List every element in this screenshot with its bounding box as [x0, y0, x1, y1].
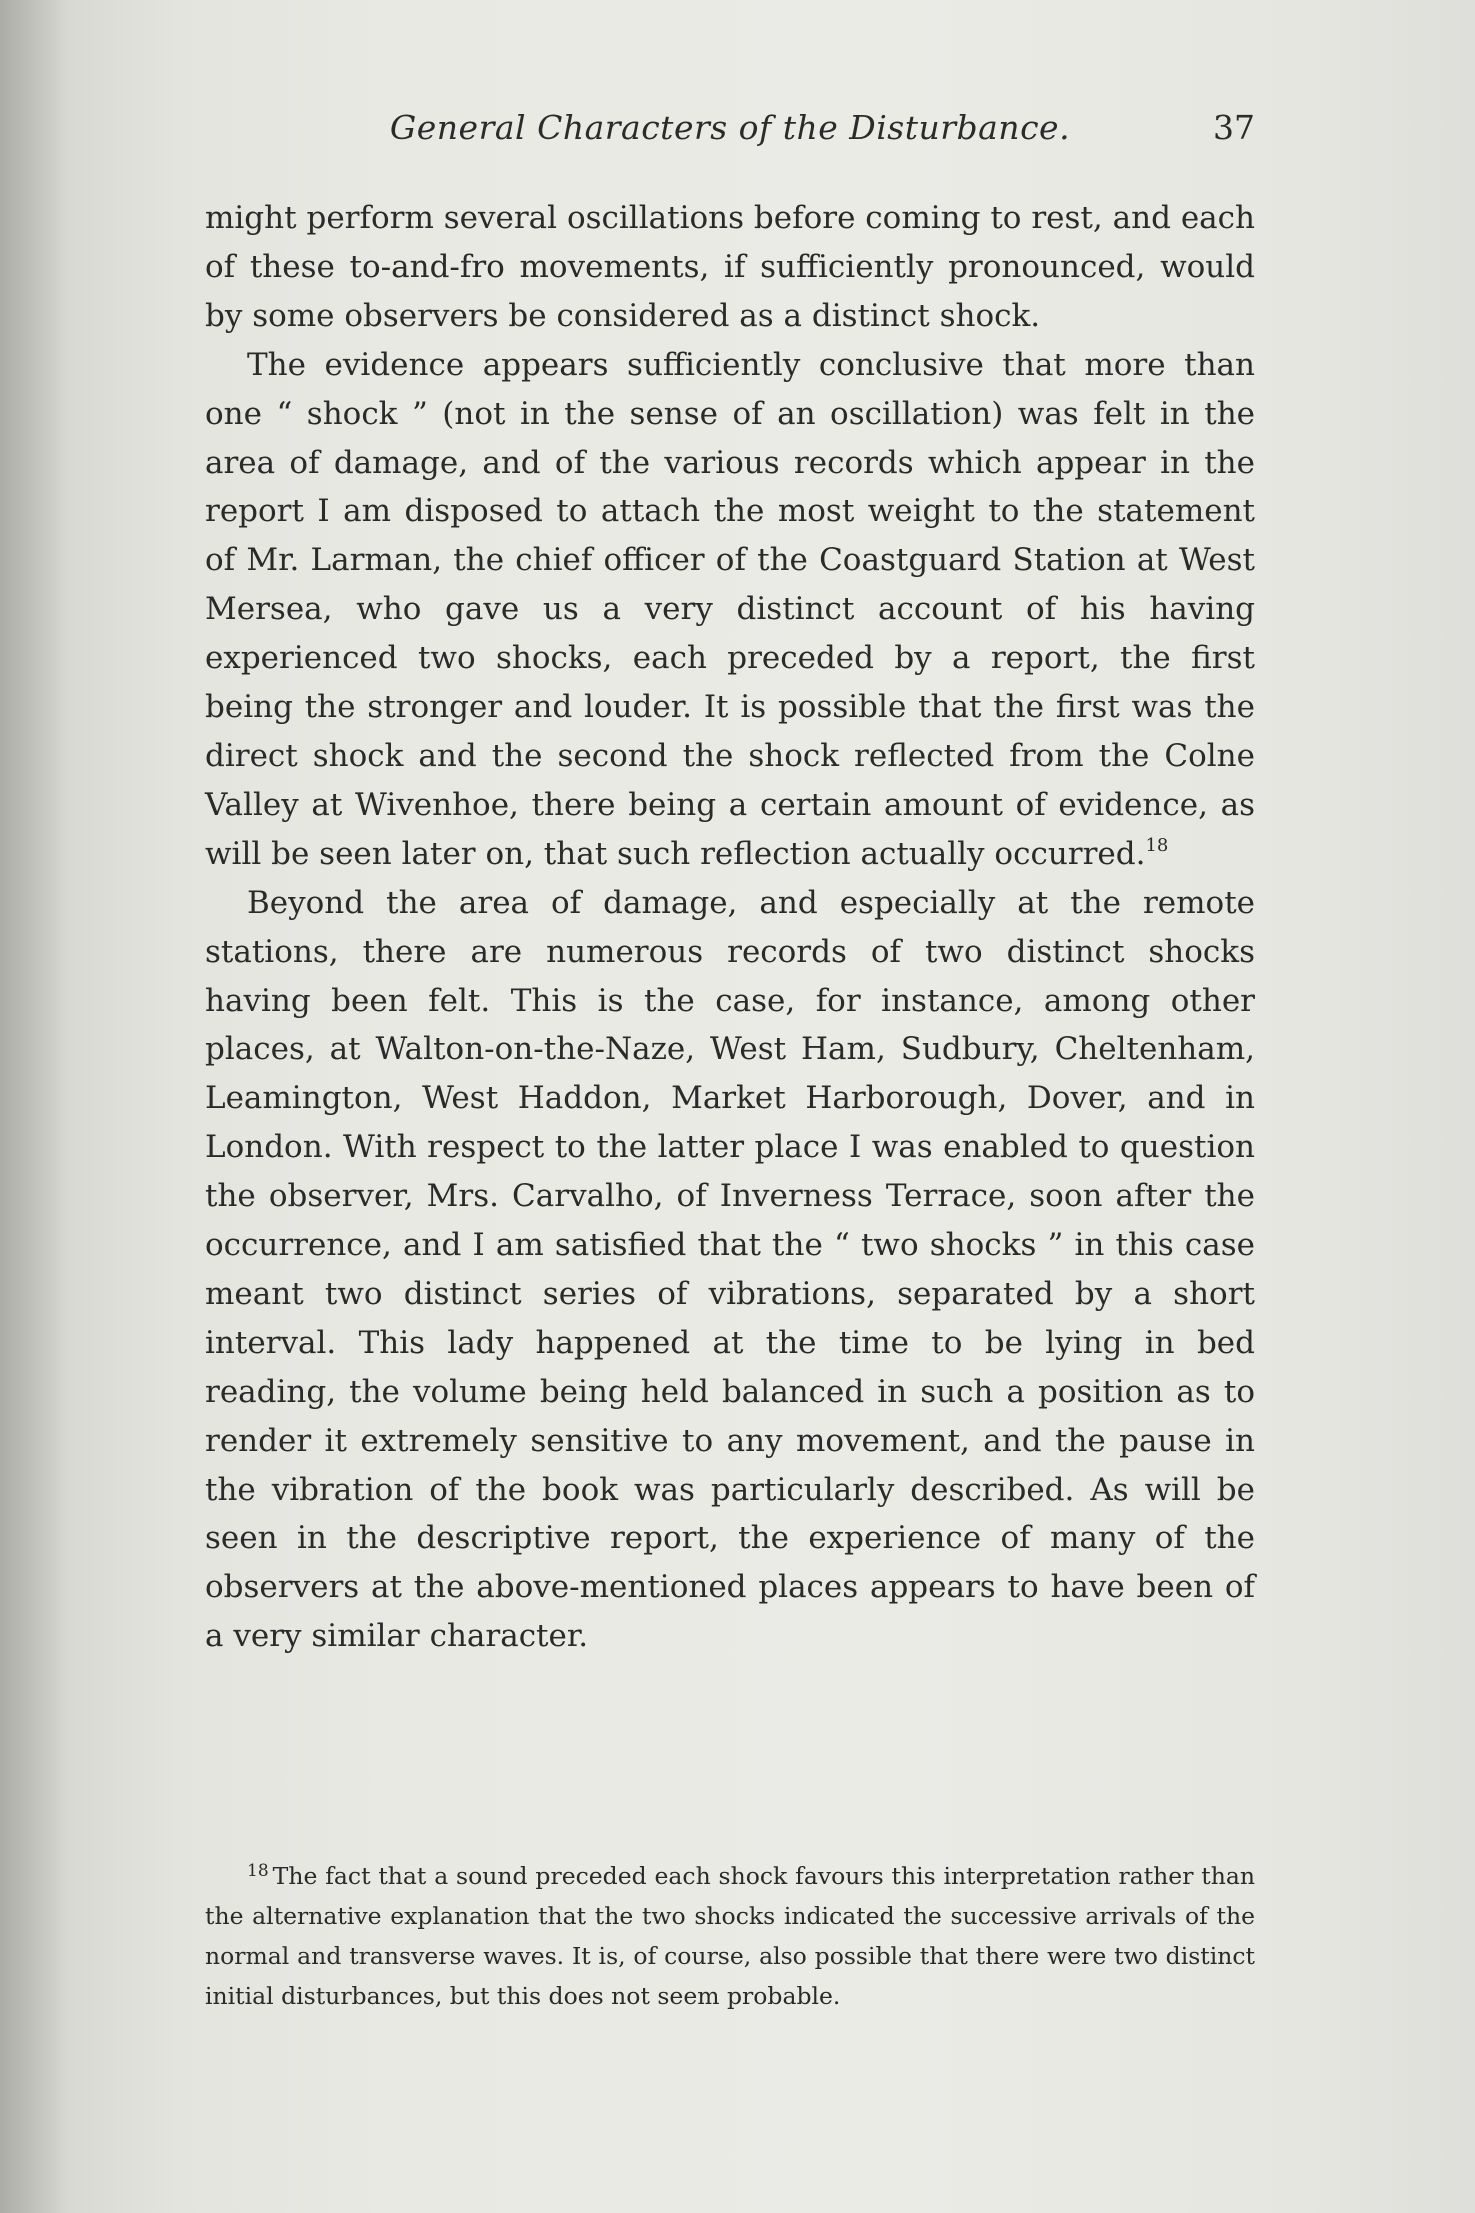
footnote-number: 18: [247, 1861, 269, 1881]
paragraph-1: [205, 194, 1255, 341]
paragraph-2: [205, 341, 1255, 879]
body-text: [205, 194, 1255, 1661]
page-number: 37: [1213, 108, 1255, 147]
footnote-18: [205, 1856, 1255, 2016]
paragraph-2-text: The evidence appears sufficiently conclusive that more than one “ shock ” (not in the sense of an oscillation) was felt in the area of damage, and of the various records which appear in the report I am disposed to attach the most weight to the statement of Mr. Larman, the chief officer of the Coastguard Station at West Mersea, who gave us a very distinct account of his having experienced two shocks, each preceded by a report, the first being the stronger and louder. It is possible that the first was the direct shock and the second the shock reflected from the Colne Valley at Wivenhoe, there being a certain amount of evidence, as will be seen later on, that such reflection actually occurred.: [205, 346, 1255, 872]
page-header: [205, 108, 1255, 158]
paragraph-3-text: Beyond the area of damage, and especially at the remote stations, there are numerous records of two distinct shocks having been felt. This is the case, for instance, among other places, at Walton-on-the-Naze, West Ham, Sudbury, Cheltenham, Leamington, West Haddon, Market Harborough, Dover, and in London. With respect to the latter place I was enabled to question the observer, Mrs. Carvalho, of Inverness Terrace, soon after the occurrence, and I am satisfied that the “ two shocks ” in this case meant two distinct series of vibrations, separated by a short interval. This lady happened at the time to be lying in bed reading, the volume being held balanced in such a position as to render it extremely sensitive to any movement, and the pause in the vibration of the book was particularly described. As will be seen in the descriptive report, the experience of many of the observers at the above-mentioned places appears to have been of a very similar character.: [205, 884, 1255, 1655]
footnote-reference: 18: [1145, 834, 1169, 856]
paragraph-1-text: might perform several oscillations before coming to rest, and each of these to-and-fro movements, if sufficiently pronounced, would by some observers be considered as a distinct shock.: [205, 200, 1255, 334]
gutter-shadow: [0, 0, 70, 2213]
running-title: General Characters of the Disturbance.: [389, 108, 1071, 147]
footnote-block: [205, 1856, 1255, 2016]
footnote-text: The fact that a sound preceded each shock favours this interpretation rather than the alternative explanation that the two shocks indicated the successive arrivals of the normal and transverse waves. It is, of course, also possible that there were two distinct initial disturbances, but this does not seem probable.: [205, 1862, 1255, 2010]
paragraph-3: [205, 879, 1255, 1662]
